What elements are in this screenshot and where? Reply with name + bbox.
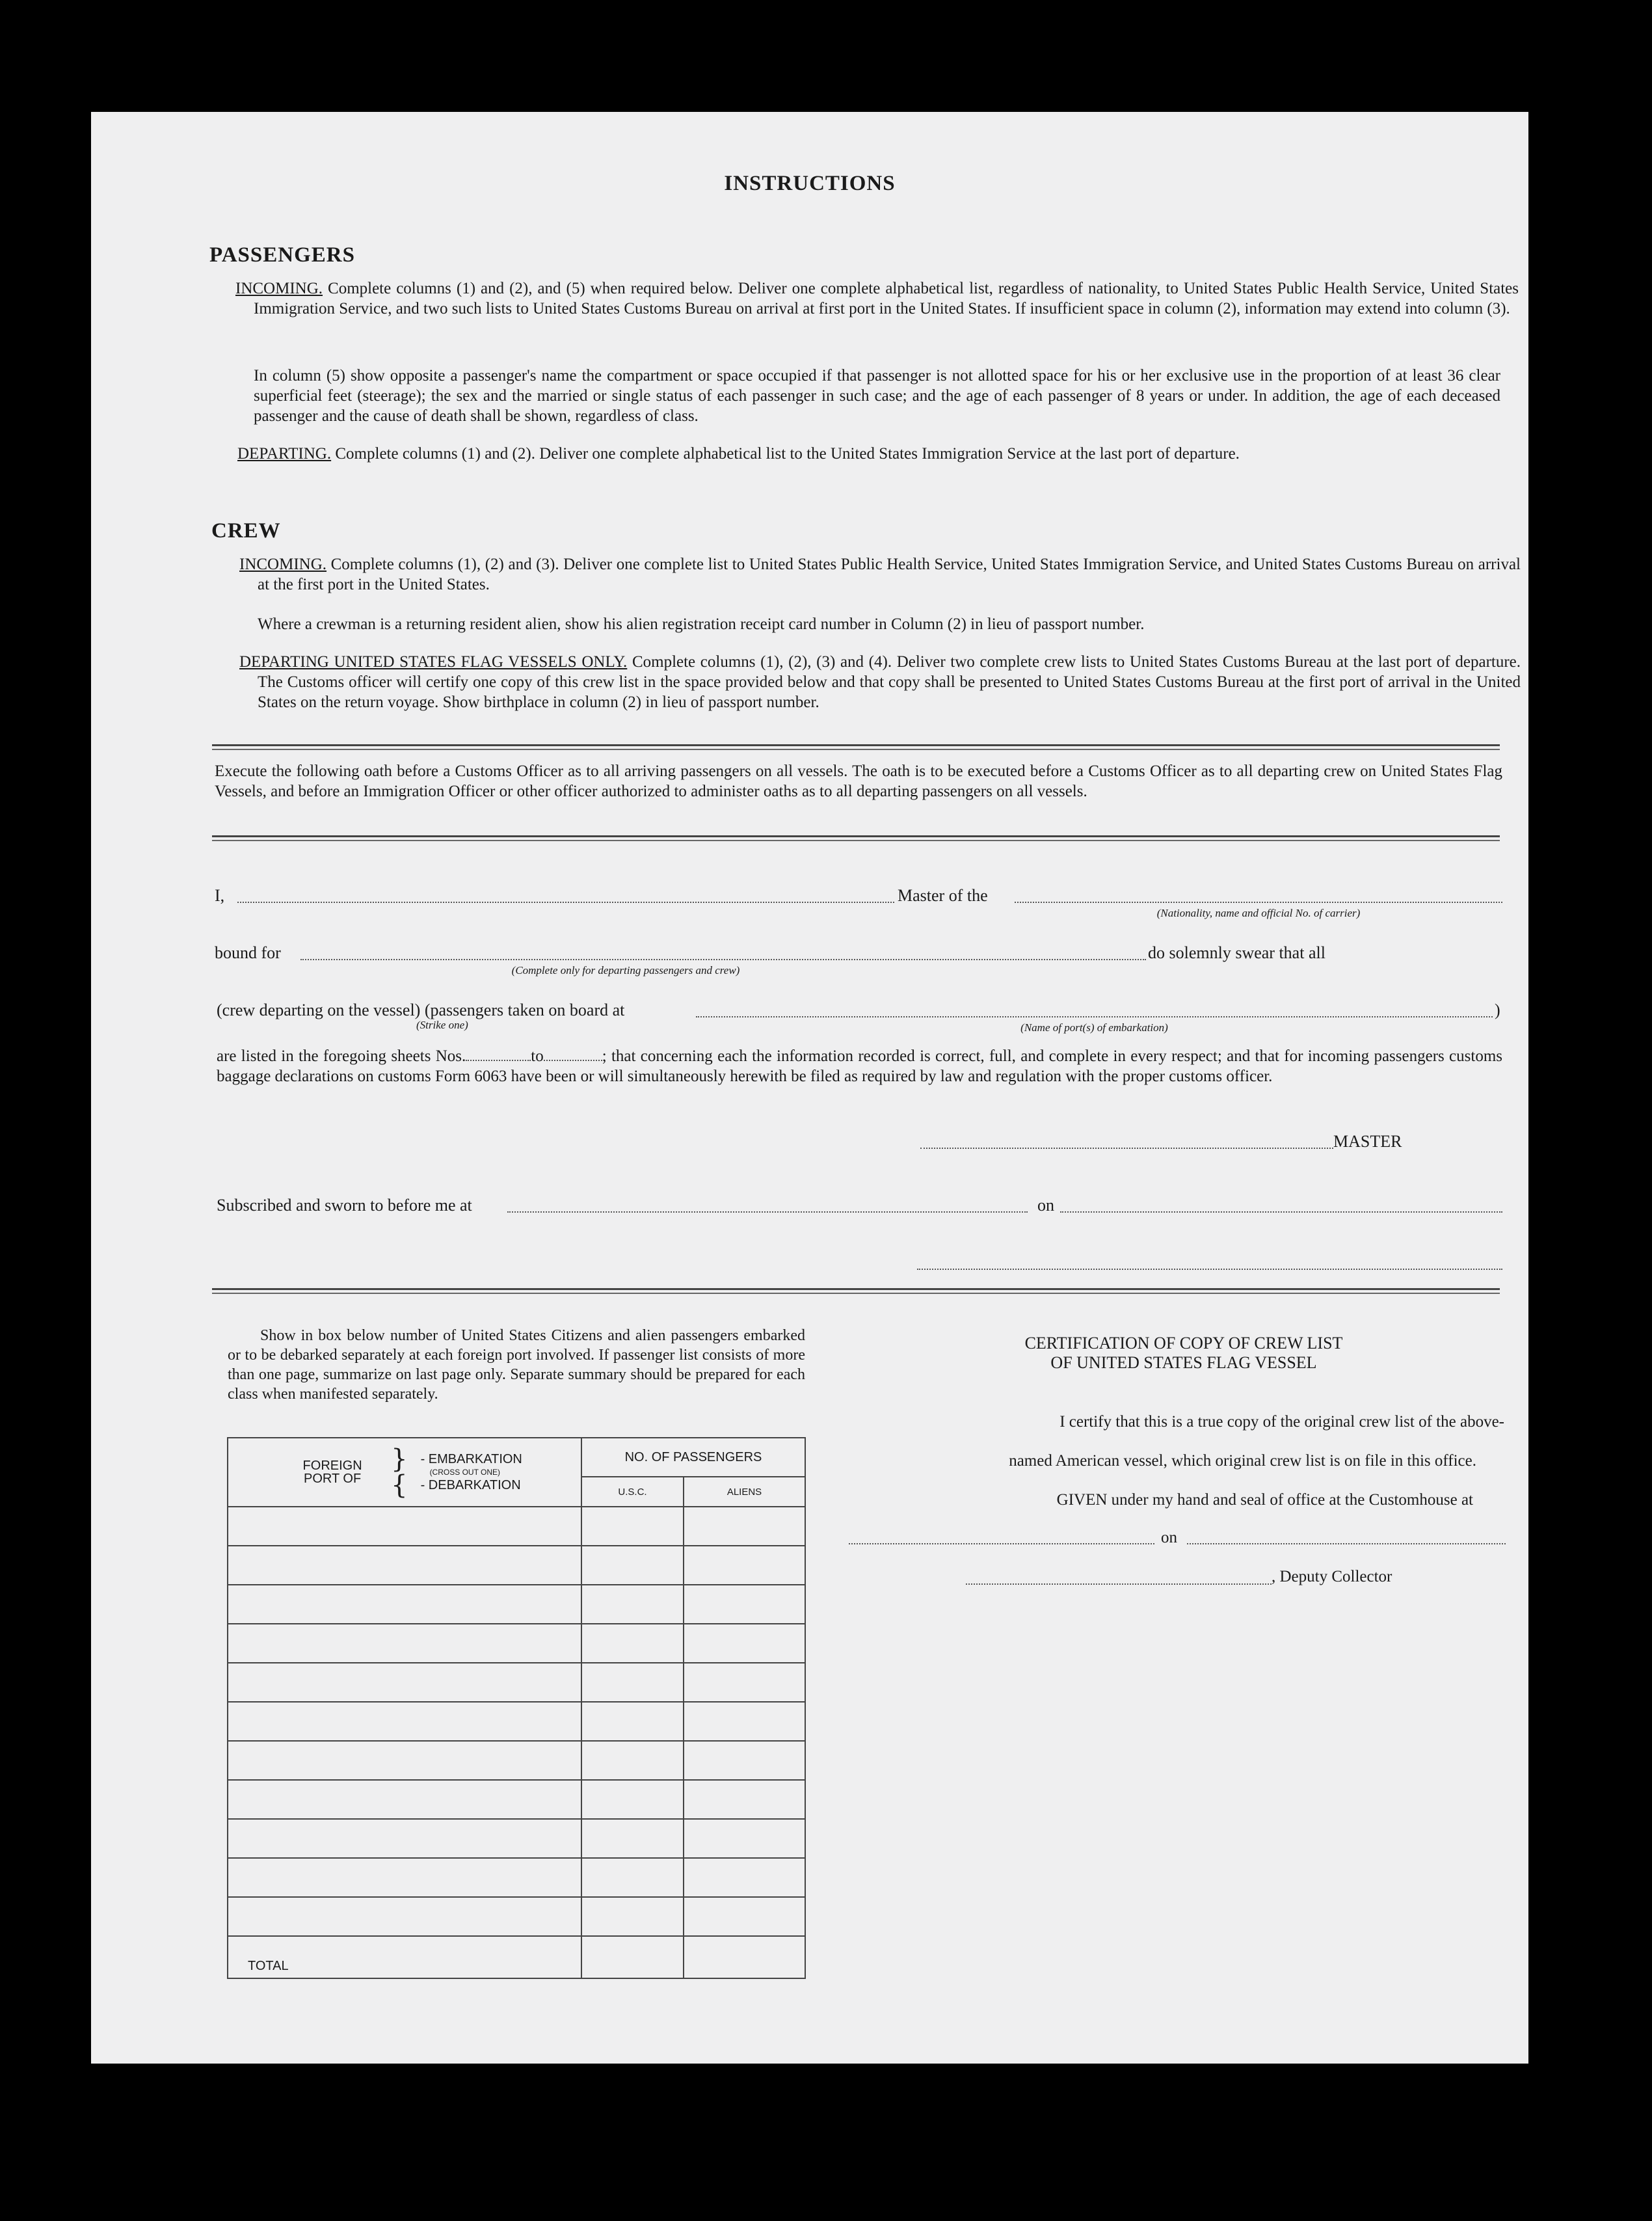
usc-cell[interactable] — [581, 1663, 684, 1702]
listed-text: are listed in the foregoing sheets Nos. — [217, 1047, 466, 1065]
port-cell[interactable] — [228, 1741, 581, 1780]
aliens-cell[interactable] — [684, 1858, 805, 1897]
summary-instructions: Show in box below number of United States Citizens and alien passengers embarked or to be debarked separately at each foreign port involved. If passenger list consists of more than one page, summarize on last page only. Separate summary should be prepared for each class when manifested separately. — [228, 1327, 805, 1403]
crew-departing-lead: DEPARTING UNITED STATES FLAG VESSELS ONLY. — [239, 653, 628, 671]
aliens-cell[interactable] — [684, 1663, 805, 1702]
sheet-from-field[interactable] — [466, 1060, 531, 1061]
master-name-field[interactable] — [237, 902, 894, 903]
usc-total-cell[interactable] — [581, 1936, 684, 1978]
usc-cell[interactable] — [581, 1819, 684, 1858]
passengers-departing-paragraph — [237, 444, 1519, 464]
certification-date-field[interactable] — [1187, 1543, 1506, 1544]
passengers-incoming-lead: INCOMING. — [235, 280, 323, 297]
total-label: TOTAL — [228, 1936, 581, 1978]
usc-cell[interactable] — [581, 1624, 684, 1663]
divider-rule — [212, 744, 1500, 750]
subscribed-label: Subscribed and sworn to before me at — [217, 1196, 472, 1215]
ports-caption: (Name of port(s) of embarkation) — [1020, 1021, 1168, 1034]
usc-header: U.S.C. — [581, 1477, 684, 1507]
usc-cell[interactable] — [581, 1702, 684, 1741]
close-paren: ) — [1495, 1001, 1500, 1019]
deputy-signature-field[interactable] — [966, 1583, 1272, 1585]
passengers-departing-text: Complete columns (1) and (2). Deliver one complete alphabetical list to the United States Immigration Service at the last port of departure. — [335, 445, 1240, 463]
aliens-cell[interactable] — [684, 1624, 805, 1663]
usc-cell[interactable] — [581, 1858, 684, 1897]
carrier-field[interactable] — [1015, 902, 1502, 903]
crew-departing-text: Complete columns (1), (2), (3) and (4). Deliver two complete crew lists to United States Customs Bureau at the last port of departure. The Customs officer will certify one copy of this crew list in the space provided below and that copy shall be presented to United States Customs Bureau at the first port of arrival in the United States on the return voyage. Show birthplace in column (2) in lieu of passport number. — [258, 653, 1521, 711]
oath-i-label: I, — [215, 886, 225, 905]
crew-resident-paragraph: Where a crewman is a returning resident alien, show his alien registration receipt card number in Column (2) in lieu of passport number. — [258, 615, 1145, 633]
sheet-to-field[interactable] — [544, 1060, 602, 1061]
port-cell[interactable] — [228, 1546, 581, 1585]
certification-line3: GIVEN under my hand and seal of office at the Customhouse at — [1056, 1491, 1473, 1509]
debarkation-label: - DEBARKATION — [420, 1478, 521, 1492]
aliens-total-cell[interactable] — [684, 1936, 805, 1978]
usc-cell[interactable] — [581, 1741, 684, 1780]
passengers-heading: PASSENGERS — [209, 243, 355, 267]
master-signature-field[interactable] — [920, 1148, 1333, 1149]
aliens-cell[interactable] — [684, 1897, 805, 1936]
port-header-cell — [228, 1438, 581, 1507]
sworn-date-field[interactable] — [1060, 1211, 1502, 1213]
port-cell[interactable] — [228, 1819, 581, 1858]
passenger-summary-table — [227, 1437, 806, 1979]
page-title: INSTRUCTIONS — [724, 172, 896, 195]
crew-incoming-lead: INCOMING. — [239, 556, 327, 573]
certification-heading-line2: OF UNITED STATES FLAG VESSEL — [1050, 1353, 1317, 1372]
embarkation-label: - EMBARKATION — [420, 1452, 522, 1466]
passengers-incoming-paragraph — [235, 278, 1519, 319]
divider-rule — [212, 1288, 1500, 1294]
certification-heading-line1: CERTIFICATION OF COPY OF CREW LIST — [1024, 1334, 1343, 1353]
listed-rest-text: ; that concerning each the information recorded is correct, full, and complete in every respect; and that for incoming passengers customs baggage declarations on customs Form 6063 have been or will simultaneously herewith be filed as required by law and regulation with the proper customs officer. — [217, 1047, 1502, 1085]
usc-cell[interactable] — [581, 1585, 684, 1624]
crew-departing-label: (crew departing on the vessel) (passengers taken on board at — [217, 1001, 625, 1019]
certification-line1: I certify that this is a true copy of the original crew list of the above- — [1059, 1413, 1504, 1431]
passengers-departing-lead: DEPARTING. — [237, 445, 332, 463]
brace-icon: } { — [391, 1444, 408, 1500]
usc-cell[interactable] — [581, 1507, 684, 1546]
port-cell[interactable] — [228, 1780, 581, 1819]
port-cell[interactable] — [228, 1702, 581, 1741]
port-cell[interactable] — [228, 1507, 581, 1546]
carrier-caption: (Nationality, name and official No. of carrier) — [1156, 907, 1361, 919]
passengers-incoming-text: Complete columns (1) and (2), and (5) when required below. Deliver one complete alphabetical list, regardless of nationality, to United States Public Health Service, United States Immigration Service, and two such lists to United States Customs Bureau on arrival at first port in the United States. If insufficient space in column (2), information may extend into column (3). — [254, 280, 1519, 317]
passengers-column5-paragraph: In column (5) show opposite a passenger's name the compartment or space occupied if that passenger is not allotted space for his or her exclusive use in the proportion of at least 36 clear superficial feet (steerage); the sex and the married or single status of each passenger in such case; and the age of each passenger of 8 years or under. In addition, the age of each deceased passenger and the cause of death shall be shown, regardless of class. — [254, 367, 1500, 425]
master-of-label: Master of the — [898, 886, 988, 905]
certification-line2: named American vessel, which original crew list is on file in this office. — [1009, 1452, 1476, 1470]
certification-heading — [917, 1334, 1450, 1373]
divider-rule — [212, 835, 1500, 841]
listed-paragraph — [217, 1046, 1502, 1086]
aliens-header: ALIENS — [684, 1477, 805, 1507]
certification-on-label: on — [1161, 1529, 1177, 1546]
crew-departing-paragraph — [239, 652, 1521, 712]
swear-label: do solemnly swear that all — [1148, 943, 1326, 962]
usc-cell[interactable] — [581, 1897, 684, 1936]
oath-intro-paragraph: Execute the following oath before a Customs Officer as to all arriving passengers on all vessels. The oath is to be executed before a Customs Officer as to all departing crew on United States Flag Vessels, and before an Immigration Officer or other officer authorized to administer oaths as to all departing passengers on all vessels. — [215, 762, 1502, 800]
port-cell[interactable] — [228, 1858, 581, 1897]
bound-for-field[interactable] — [300, 959, 1146, 960]
no-passengers-header: NO. OF PASSENGERS — [581, 1438, 805, 1477]
officer-signature-field[interactable] — [917, 1269, 1502, 1270]
cross-out-label: (CROSS OUT ONE) — [429, 1468, 501, 1477]
crew-heading: CREW — [211, 519, 281, 543]
crew-incoming-text: Complete columns (1), (2) and (3). Deliver one complete list to United States Public Health Service, United States Immigration Service, and United States Customs Bureau on arrival at the first port in the United States. — [258, 556, 1521, 593]
aliens-cell[interactable] — [684, 1507, 805, 1546]
sworn-on-label: on — [1037, 1196, 1054, 1215]
aliens-cell[interactable] — [684, 1819, 805, 1858]
document-page — [91, 112, 1528, 2064]
usc-cell[interactable] — [581, 1780, 684, 1819]
col-port-label: FOREIGN PORT OF — [302, 1459, 362, 1486]
bound-for-caption: (Complete only for departing passengers and crew) — [511, 964, 740, 976]
master-label: MASTER — [1333, 1132, 1402, 1151]
embarkation-ports-field[interactable] — [696, 1016, 1493, 1017]
strike-caption: (Strike one) — [416, 1019, 468, 1031]
aliens-cell[interactable] — [684, 1546, 805, 1585]
port-cell[interactable] — [228, 1624, 581, 1663]
to-label: to — [531, 1047, 544, 1065]
usc-cell[interactable] — [581, 1546, 684, 1585]
aliens-cell[interactable] — [684, 1585, 805, 1624]
port-cell[interactable] — [228, 1897, 581, 1936]
aliens-cell[interactable] — [684, 1702, 805, 1741]
aliens-cell[interactable] — [684, 1780, 805, 1819]
crew-incoming-paragraph — [239, 554, 1521, 595]
aliens-cell[interactable] — [684, 1741, 805, 1780]
port-cell[interactable] — [228, 1663, 581, 1702]
bound-for-label: bound for — [215, 943, 281, 962]
customhouse-field[interactable] — [849, 1543, 1154, 1544]
sworn-place-field[interactable] — [507, 1211, 1028, 1213]
port-cell[interactable] — [228, 1585, 581, 1624]
deputy-collector-label: , Deputy Collector — [1272, 1568, 1392, 1585]
